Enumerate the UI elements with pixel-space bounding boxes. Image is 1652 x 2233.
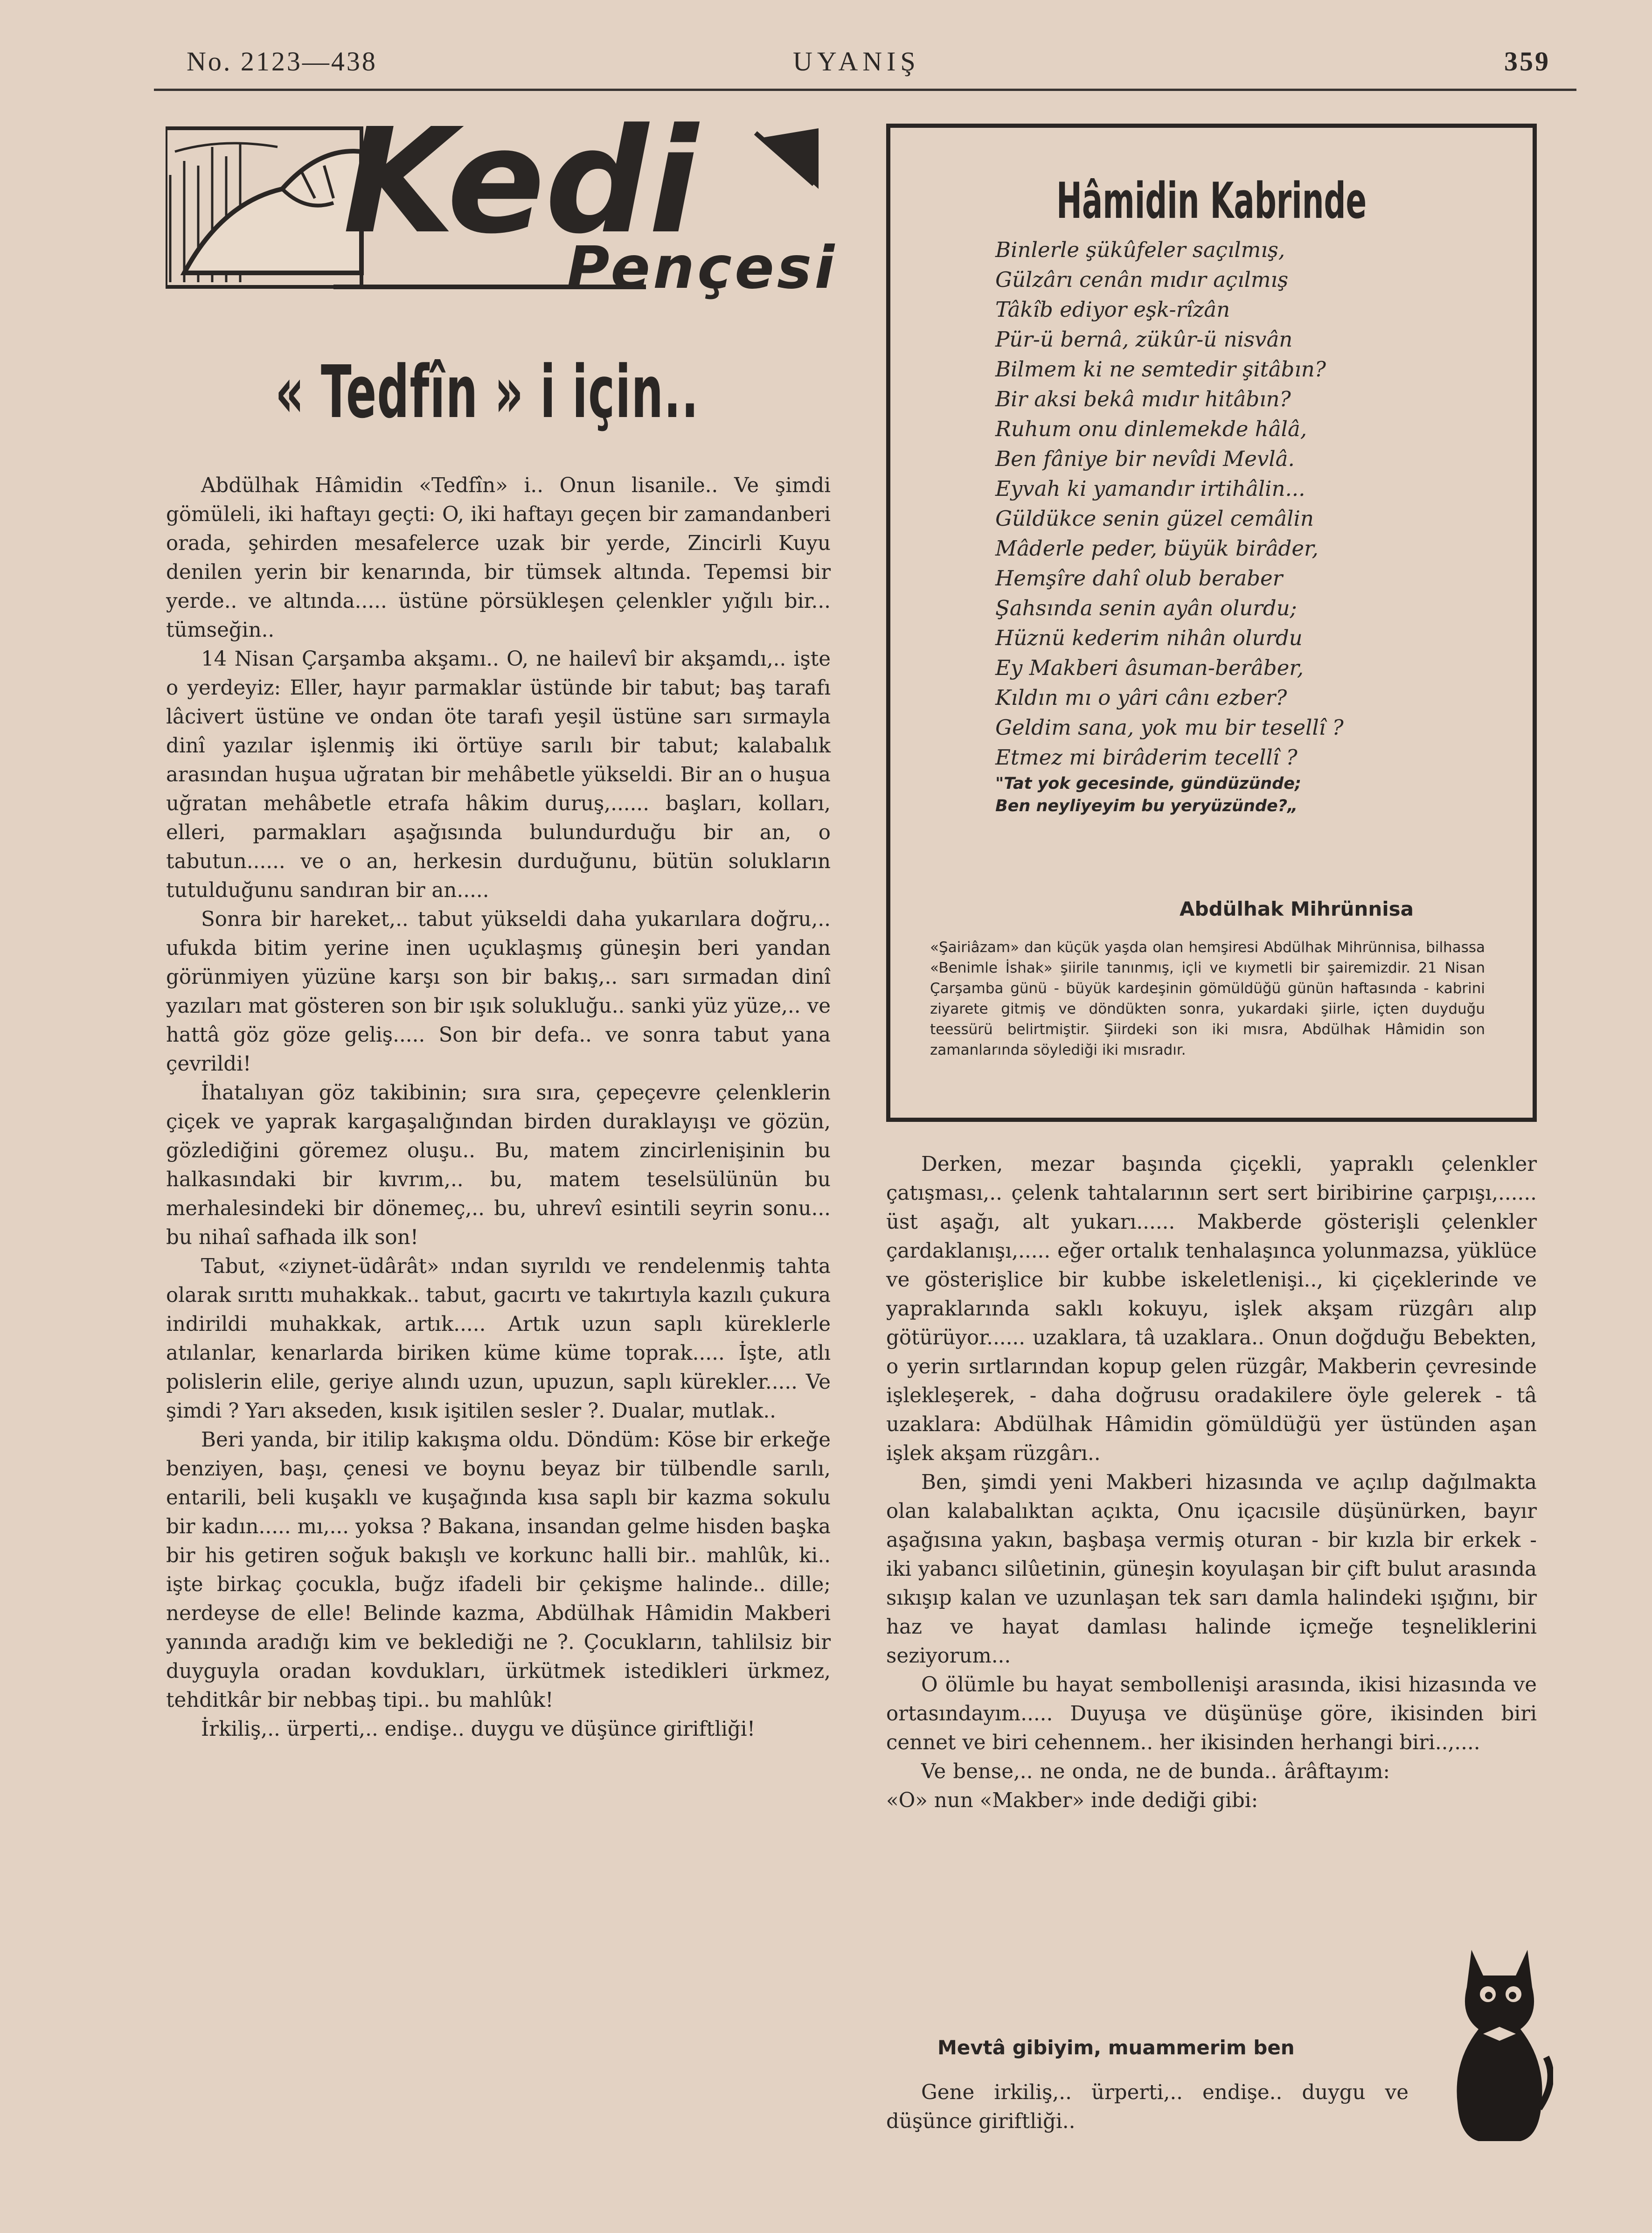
poem-box	[886, 124, 1537, 1122]
paragraph: Derken, mezar başında çiçekli, yapraklı çelenkler çatışması,.. çelenk tahtalarının sert sert biribirine çarpışı,...... üst aşağı, alt yukarı...... Makberde gösterişli çelenkler çardaklanışı,..... eğer ortalık tenhalaşınca yolunmazsa, yüklüce ve gösterişlice bir kubbe iskeletlenişi.., ki çiçeklerinde ve yapraklarında saklı kokuyu, işlek akşam rüzgârı alıp götürüyor...... uzaklara, tâ uzaklara.. Onun doğduğu Bebekten, o yerin sırtlarından kopup gelen rüzgâr, Makberin çevresinde işlekleşerek, - daha doğrusu oradakilere öyle gelerek - tâ uzaklara: Abdülhak Hâmidin gömüldüğü yer üstünden aşan işlek akşam rüzgârı..	[886, 1153, 1537, 1465]
poem-line: Binlerle şükûfeler saçılmış,	[995, 237, 1285, 262]
poem-line: Şahsında senin ayân olurdu;	[995, 596, 1297, 620]
poem-quote-line: Ben neyliyeyim bu yeryüzünde?„	[995, 797, 1298, 815]
poem-quote-line: "Tat yok gecesinde, gündüzünde;	[995, 774, 1301, 793]
cat-icon	[1446, 1941, 1553, 2150]
paragraph: Beri yanda, bir itilip kakışma oldu. Döndüm: Köse bir erkeğe benziyen, başı, çenesi ve boynu beyaz bir tülbendle sarılı, entarili, beli kuşaklı ve kuşağında kısa saplı bir kazma sokulu bir kadın..... mı,... yoksa ? Bakana, insandan gelme hisden başka bir his getiren soğuk bakışlı ve korkunc halli bir.. mahlûk, ki.. işte birkaç çocukla, buğz ifadeli bir çekişme halinde.. dille; nerdeyse de elle! Belinde kazma, Abdülhak Hâmidin Makberi yanında aradığı kim ve beklediği ne ?. Çocukların, tahlilsiz bir duyguyla oradan kovdukları, ürkütmek istedikleri ürkmez, tehditkâr bir nebbaş tipi.. bu mahlûk!	[166, 1428, 831, 1712]
logo-word-pencesi: Pençesi	[567, 234, 838, 302]
poem-line: Ruhum onu dinlemekde hâlâ,	[995, 417, 1307, 441]
poem-line: Eyvah ki yamandır irtihâlin...	[995, 476, 1305, 501]
issue-number: No. 2123—438	[187, 46, 377, 77]
poem-note: «Şairiâzam» dan küçük yaşda olan hemşiresi Abdülhak Mihrünnisa, bilhassa «Benimle İshak» şiirile tanınmış, içli ve kıymetli bir şairemizdir. 21 Nisan Çarşamba günü - büyük kardeşinin gömüldüğü günün haftasında - kabrini ziyarete gitmiş ve döndükten sonra, yukardaki şiirle, içten duyduğu teessürü belirtmiştir. Şiirdeki son iki mısra, Abdülhak Hâmidin son zamanlarında söylediği iki mısradır.	[930, 939, 1485, 1058]
poem-line: Güldükce senin güzel cemâlin	[995, 506, 1314, 531]
paragraph: O ölümle bu hayat sembollenişi arasında, ikisi hizasında ve ortasındayım..... Duyuşa ve düşünüşe göre, ikisinden biri cennet ve biri cehennem.. her ikisinden herhangi biri..,....	[886, 1673, 1537, 1754]
closing-text	[886, 2078, 1409, 2136]
poem-line: Bilmem ki ne semtedir şitâbın?	[995, 357, 1326, 382]
poem-line: Mâderle peder, büyük birâder,	[995, 536, 1319, 561]
cat-illustration	[1446, 1941, 1553, 2150]
paragraph: İrkiliş,.. ürperti,.. endişe.. duygu ve düşünce giriftliği!	[201, 1718, 756, 1741]
poem-line: Geldim sana, yok mu bir tesellî ?	[995, 715, 1344, 740]
left-column	[166, 471, 831, 1744]
kedi-pencesi-logo	[166, 97, 838, 310]
paragraph: Ve bense,.. ne onda, ne de bunda.. ârâftayım: «O» nun «Makber» inde dediği gibi:	[886, 1760, 1390, 1812]
paragraph: Tabut, «ziynet-üdârât» ından sıyrıldı ve rendelenmiş tahta olarak sırıttı muhakkak.. tabut, gacırtı ve takırtıyla kazılı çukura indirildi muhakkak, artık..... Artık uzun saplı küreklerle atılanlar, kenarlarda biriken küme küme toprak..... İşte, atlı polislerin elile, geriye alındı uzun, upuzun, saplı kürekler..... Ve şimdi ? Yarı akseden, kısık işitilen sesler ?. Dualar, mutlak..	[166, 1255, 831, 1423]
paragraph: İhatalıyan göz takibinin; sıra sıra, çepeçevre çelenklerin çiçek ve yaprak kargaşalığından birden duraklayışı ve gözün, gözlediğini göremez oluşu.. Bu, matem zincirlenişinin bu halkasındaki bir kıvrım,.. bu, matem teselsülünün bu merhalesindeki bir dönemeç,.. bu, uhrevî esintili seyrin sonu... bu nihaî safhada ilk son!	[166, 1081, 831, 1249]
poem-line: Ey Makberi âsuman-berâber,	[995, 655, 1304, 680]
paragraph: 14 Nisan Çarşamba akşamı.. O, ne hailevî bir akşamdı,.. işte o yerdeyiz: Eller, hayır parmaklar üstünde bir tabut; baş tarafı lâcivert üstüne ve ondan öte tarafı yeşil üstüne sarı sırmayla dinî yazılar işlenmiş iki örtüye sarılı bir tabut; kalabalık arasından huşua uğratan bir mehâbetle yükseldi. Bir an o huşua uğratan mehâbetle etrafa hâkim duruş,...... başları, kolları, elleri, parmakları aşağısında bulundurduğu bir an, o tabutun...... ve o an, herkesin durduğunu, bütün solukların tutulduğunu sandıran bir an.....	[166, 647, 831, 902]
magazine-name: UYANIŞ	[793, 46, 920, 77]
poem-line: Tâkîb ediyor eşk-rîzân	[995, 297, 1230, 322]
verse-quote: Mevtâ gibiyim, muammerim ben	[937, 2036, 1295, 2059]
poem-line: Ben fâniye bir nevîdi Mevlâ.	[995, 446, 1295, 471]
paragraph: Gene irkiliş,.. ürperti,.. endişe.. duygu ve düşünce giriftliği..	[886, 2081, 1409, 2133]
poem-line: Hemşîre dahî olub beraber	[995, 566, 1283, 591]
poem-title: Hâmidin Kabrinde	[1056, 172, 1367, 230]
header-rule	[154, 89, 1576, 91]
logo-word-kedi: Kedi	[343, 97, 698, 266]
paragraph: Sonra bir hareket,.. tabut yükseldi daha yukarılara doğru,.. ufukda bitim yerine inen uçuklaşmış güneşin beri yandan görünmiyen yüzüne karşı son bir bakış,.. sarı sırmadan dinî yazıları mat gösteren son bir ışık solukluğu.. sanki yüz yüze,.. ve hattâ göz göze geliş..... Son bir defa.. ve sonra tabut yana çevrildi!	[166, 908, 831, 1076]
poem-line: Etmez mi birâderim tecellî ?	[995, 745, 1298, 770]
poem-line: Kıldın mı o yâri cânı ezber?	[995, 685, 1287, 710]
poem-line: Hüznü kederim nihân olurdu	[995, 626, 1303, 650]
right-column	[886, 1150, 1537, 1815]
paragraph: Abdülhak Hâmidin «Tedfîn» i.. Onun lisanile.. Ve şimdi gömüleli, iki haftayı geçti: O, iki haftayı geçen bir zamandanberi orada, şehirden mesafelerce uzak bir yerde, Zincirli Kuyu denilen yerin bir kenarında, bir tümsek altında. Tepemsi bir yerde.. ve altında..... üstüne pörsükleşen çelenkler yığılı bir... tümseğin..	[166, 474, 831, 642]
poem-line: Bir aksi bekâ mıdır hitâbın?	[995, 387, 1291, 411]
poem-line: Pür-ü bernâ, zükûr-ü nisvân	[995, 327, 1293, 352]
article-title: « Tedfîn » i için..	[275, 350, 699, 434]
paragraph: Ben, şimdi yeni Makberi hizasında ve açılıp dağılmakta olan kalabalıktan açıkta, Onu içacısile düşünürken, bayır aşağısına yakın, başbaşa vermiş oturan - bir kızla bir erkek - iki yabancı silûetinin, güneşin koyulaşan bir çift bulut arasında sıkışıp kalan ve uzunlaşan tek sarı damla halindeki ışığını, bir haz ve hayat damlası halinde içmeğe teşneliklerini seziyorum...	[886, 1471, 1537, 1668]
page-number: 359	[1504, 46, 1550, 77]
poem-lines	[995, 235, 1344, 817]
poem-line: Gülzârı cenân mıdır açılmış	[995, 267, 1289, 292]
poem-author: Abdülhak Mihrünnisa	[1180, 897, 1414, 920]
